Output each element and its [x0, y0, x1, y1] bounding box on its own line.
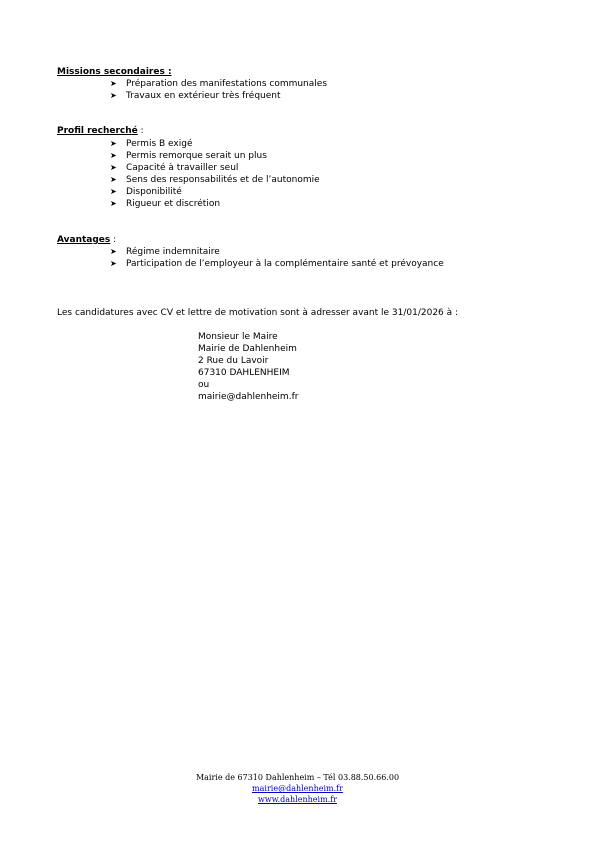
footer-contact-line: Mairie de 67310 Dahlenheim – Tél 03.88.50.66.00 — [195, 773, 400, 782]
list-item — [110, 150, 320, 162]
arrow-bullet-icon: ➤ — [110, 139, 117, 148]
avantages-title — [57, 235, 116, 246]
address-line: Monsieur le Maire — [198, 332, 278, 342]
footer-website-link[interactable]: www.dahlenheim.fr — [258, 795, 337, 804]
arrow-bullet-icon: ➤ — [110, 187, 117, 196]
list-item — [110, 90, 327, 102]
list-item-text: Travaux en extérieur très fréquent — [126, 91, 281, 101]
list-item — [110, 246, 444, 258]
list-item — [110, 198, 320, 210]
arrow-bullet-icon: ➤ — [110, 163, 117, 172]
list-item — [110, 258, 444, 270]
address-line: 2 Rue du Lavoir — [198, 356, 269, 366]
list-item — [110, 138, 320, 150]
avantages-title-suffix: : — [110, 235, 117, 245]
arrow-bullet-icon: ➤ — [110, 199, 117, 208]
arrow-bullet-icon: ➤ — [110, 151, 117, 160]
arrow-bullet-icon: ➤ — [110, 91, 117, 100]
list-item — [110, 78, 327, 90]
address-email: mairie@dahlenheim.fr — [198, 392, 299, 402]
candidatures-text: Les candidatures avec CV et lettre de motivation sont à adresser avant le 31/01/2026 à : — [57, 308, 459, 318]
avantages-title-text: Avantages — [57, 235, 111, 245]
address-line: 67310 DAHLENHEIM — [198, 368, 290, 378]
list-item-text: Régime indemnitaire — [126, 247, 220, 257]
list-item — [110, 162, 320, 174]
avantages-list — [110, 246, 444, 270]
list-item-text: Permis remorque serait un plus — [126, 151, 267, 161]
missions-title-text: Missions secondaires : — [57, 67, 172, 77]
list-item-text: Sens des responsabilités et de l’autonomie — [126, 175, 320, 185]
profil-list — [110, 138, 320, 210]
arrow-bullet-icon: ➤ — [110, 175, 117, 184]
address-line: Mairie de Dahlenheim — [198, 344, 297, 354]
list-item — [110, 174, 320, 186]
list-item-text: Disponibilité — [126, 187, 182, 197]
missions-list — [110, 78, 327, 102]
list-item-text: Permis B exigé — [126, 139, 193, 149]
page-footer — [0, 772, 595, 805]
list-item-text: Rigueur et discrétion — [126, 199, 221, 209]
profil-title — [57, 126, 144, 137]
arrow-bullet-icon: ➤ — [110, 247, 117, 256]
profil-title-text: Profil recherché — [57, 126, 138, 136]
footer-email-link[interactable]: mairie@dahlenheim.fr — [252, 784, 343, 793]
list-item-text: Capacité à travailler seul — [126, 163, 239, 173]
profil-title-suffix: : — [137, 126, 144, 136]
arrow-bullet-icon: ➤ — [110, 79, 117, 88]
address-block — [198, 331, 298, 403]
missions-title — [57, 67, 172, 78]
arrow-bullet-icon: ➤ — [110, 259, 117, 268]
address-line: ou — [198, 380, 210, 390]
list-item-text: Préparation des manifestations communales — [126, 79, 328, 89]
list-item — [110, 186, 320, 198]
list-item-text: Participation de l’employeur à la complémentaire santé et prévoyance — [126, 259, 444, 269]
